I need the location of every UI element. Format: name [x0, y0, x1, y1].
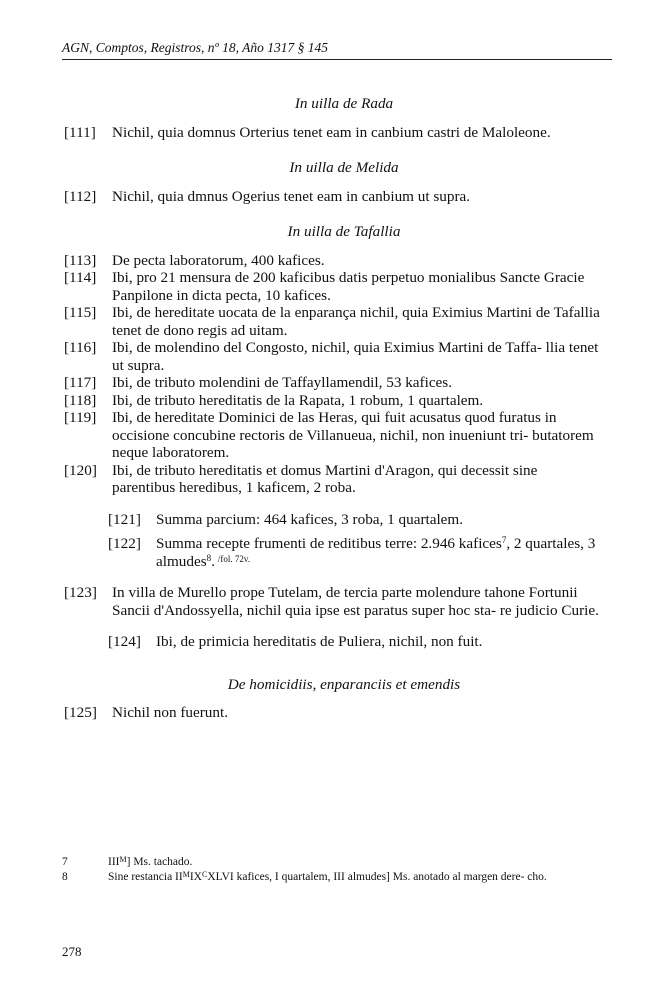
entry-112: [64, 188, 604, 206]
entry-118: [64, 392, 604, 410]
entry-number: [112]: [64, 187, 97, 205]
entry-123: [64, 584, 604, 619]
entry-number: [123]: [64, 584, 97, 601]
entry-111: [64, 124, 604, 142]
footnote-text: [108, 855, 607, 870]
footnote-text-part: ] Ms. tachado.: [126, 856, 193, 868]
entry-116: [64, 339, 604, 374]
document-body: [64, 95, 604, 722]
entry-number: [120]: [64, 461, 97, 479]
entry-124: [108, 633, 604, 651]
summa-text-b: , 2 quartales, 3 almudes: [156, 535, 596, 570]
footnote-7: [62, 855, 607, 870]
footnote-superscript: M: [119, 855, 127, 864]
summa-text-a: Summa recepte frumenti de reditibus terre: 2.946 kafices: [156, 535, 502, 552]
entry-text: Summa parcium: 464 kafices, 3 roba, 1 quartalem.: [156, 510, 464, 528]
entry-113: [64, 252, 604, 270]
entry-text: Nichil, quia domnus Orterius tenet eam in canbium castri de Maloleone.: [112, 123, 551, 141]
footnote-number: 8: [62, 870, 68, 883]
entry-125: [64, 704, 604, 722]
entry-text: Nichil non fuerunt.: [112, 704, 228, 721]
entry-text: De pecta laboratorum, 400 kafices.: [112, 251, 325, 269]
entry-121-summa: [108, 511, 604, 529]
entry-number: [115]: [64, 304, 97, 321]
entry-117: [64, 374, 604, 392]
footnote-text: [108, 870, 607, 885]
footnote-text-part: IX: [189, 870, 202, 883]
entry-number: [121]: [108, 510, 141, 528]
footnote-ref-7[interactable]: 7: [501, 535, 507, 545]
entry-number: [113]: [64, 251, 97, 269]
entry-number: [114]: [64, 269, 97, 286]
entry-text: Ibi, de hereditate Dominici de las Heras, qui fuit acusatus quod furatus in occisione concubine rectoris de Villanueua, nichil, non inueniunt tri- butatorem neque laboratorem.: [112, 409, 594, 461]
page-number: 278: [62, 944, 82, 959]
entry-119: [64, 409, 604, 462]
footnote-8: [62, 870, 607, 885]
footnote-superscript: C: [201, 869, 208, 879]
entry-text: Ibi, de tributo molendini de Taffayllamendil, 53 kafices.: [112, 374, 453, 391]
entry-115: [64, 304, 604, 339]
section-heading-melida: In uilla de Melida: [289, 159, 399, 176]
entry-text: Ibi, de molendino del Congosto, nichil, quia Eximius Martini de Taffa- llia tenet ut supra.: [112, 339, 599, 374]
footnote-superscript: M: [182, 869, 190, 879]
entry-number: [119]: [64, 409, 97, 426]
entry-114: [64, 269, 604, 304]
footnote-number: 7: [62, 856, 68, 868]
running-head: AGN, Comptos, Registros, nº 18, Año 1317 § 145: [62, 40, 328, 55]
header-rule: [62, 59, 612, 60]
entry-number: [122]: [108, 535, 141, 552]
entry-text: Nichil, quia dmnus Ogerius tenet eam in canbium ut supra.: [112, 187, 471, 205]
section-heading-rada: In uilla de Rada: [294, 95, 394, 112]
footnote-text-part: XLVI kafices, I quartalem, III almudes] Ms. anotado al margen dere- cho.: [207, 870, 547, 883]
entry-number: [118]: [64, 391, 97, 409]
entry-number: [124]: [108, 633, 141, 650]
entry-120: [64, 462, 604, 497]
footnote-text-part: Sine restancia II: [108, 870, 183, 883]
entry-text: In villa de Murello prope Tutelam, de tercia parte molendure tahone Fortunii Sancii d'Andossyella, nichil quia ipse est paratus super hoc sta- re judicio Curie.: [112, 584, 599, 619]
entry-122-summa: [108, 535, 604, 570]
entry-text: [156, 535, 604, 570]
entry-number: [116]: [64, 339, 97, 356]
entry-number: [111]: [64, 123, 96, 141]
footnotes: [62, 855, 607, 884]
entry-text: Ibi, de primicia hereditatis de Puliera, nichil, non fuit.: [156, 633, 483, 650]
folio-marker: /fol. 72v.: [217, 553, 251, 564]
footnote-ref-8[interactable]: 8: [206, 552, 212, 563]
section-heading-tafallia: In uilla de Tafallia: [287, 223, 401, 240]
entry-text: Ibi, pro 21 mensura de 200 kaficibus datis perpetuo monialibus Sancte Gracie Panpilone in dicta pecta, 10 kafices.: [112, 269, 585, 304]
entry-number: [117]: [64, 374, 97, 391]
footnote-text-part: III: [108, 856, 120, 868]
entry-text: Ibi, de tributo hereditatis de la Rapata, 1 robum, 1 quartalem.: [112, 391, 484, 409]
entry-number: [125]: [64, 704, 97, 721]
section-heading-homicidiis: De homicidiis, enparanciis et emendis: [227, 675, 461, 693]
entry-text: Ibi, de hereditate uocata de la enparança nichil, quia Eximius Martini de Tafallia tenet de dono regis ad uitam.: [112, 304, 600, 339]
summa-text-c: .: [211, 552, 215, 570]
entry-text: Ibi, de tributo hereditatis et domus Martini d'Aragon, qui decessit sine parentibus heredibus, 1 kaficem, 2 roba.: [112, 461, 538, 496]
